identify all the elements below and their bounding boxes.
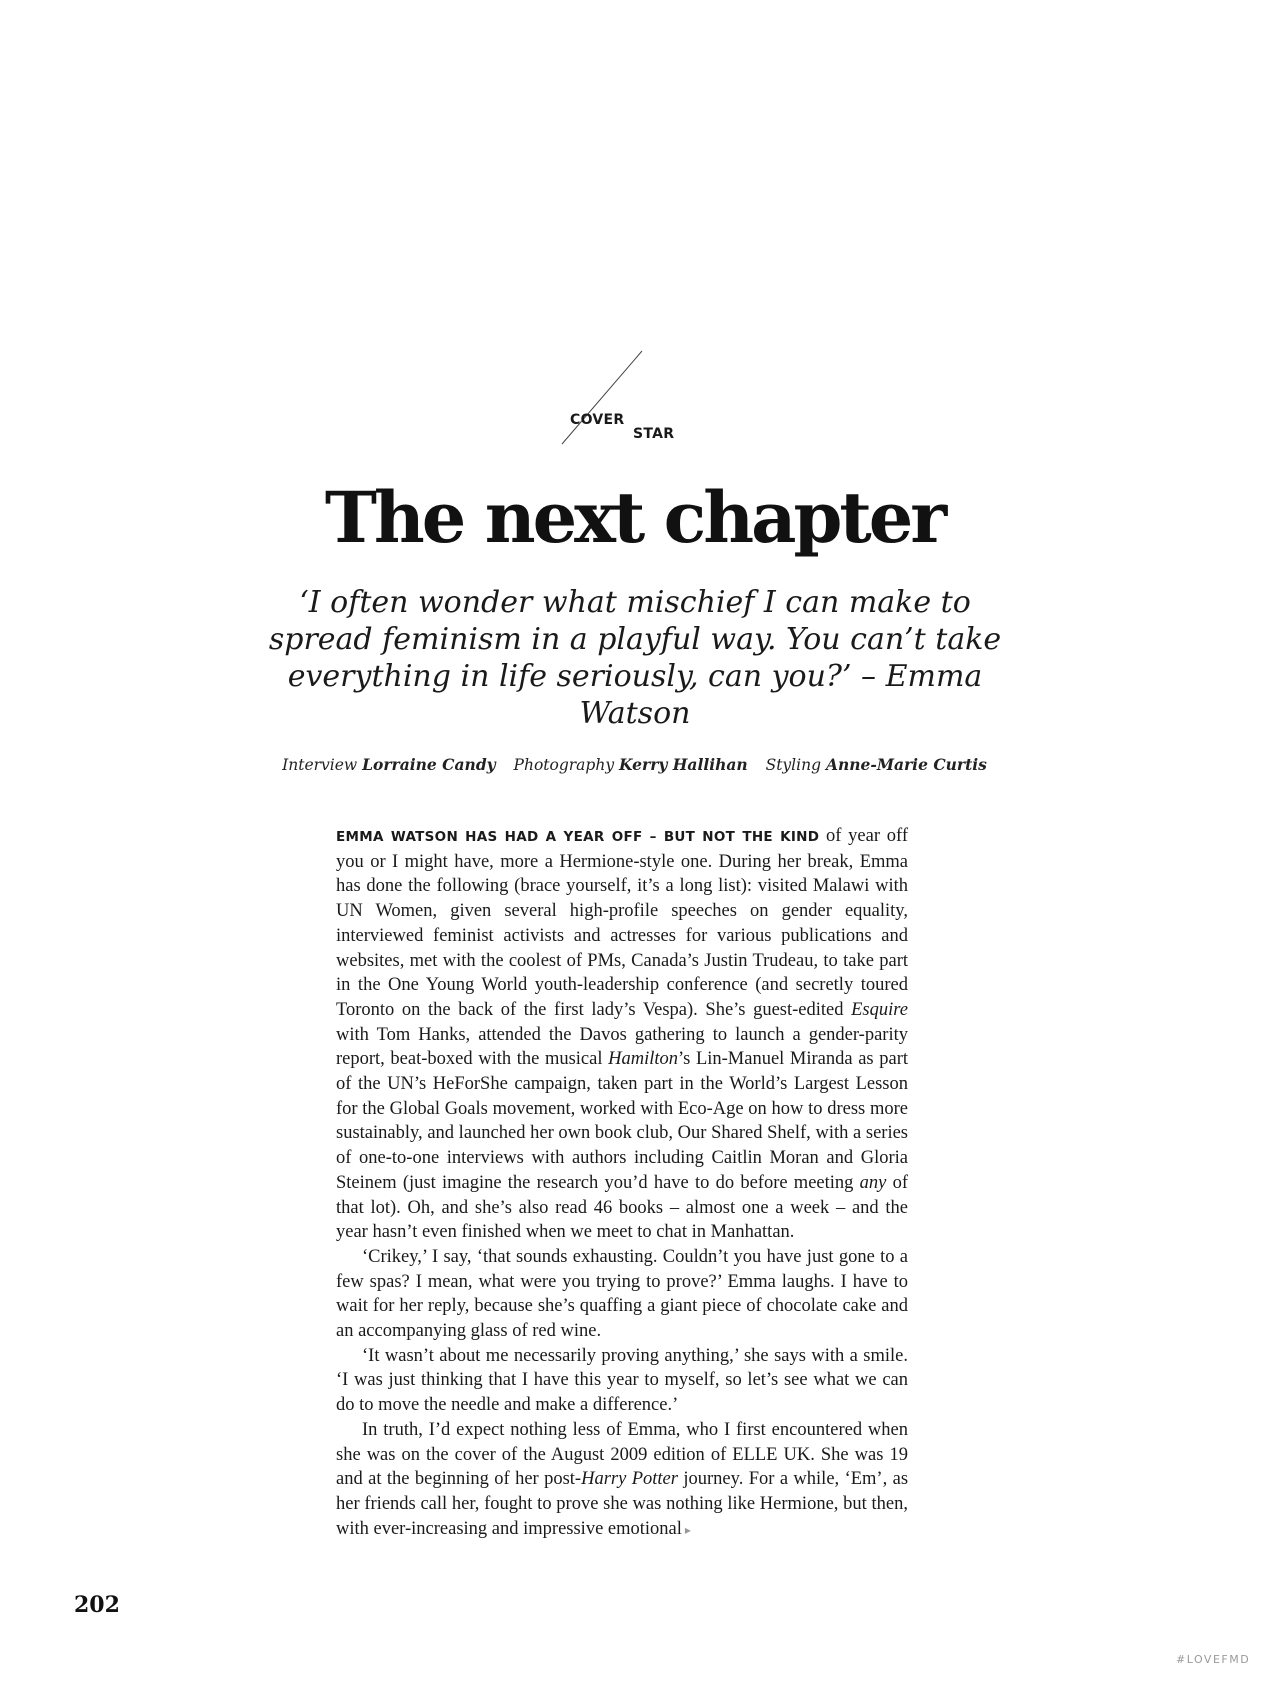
credit-photography-role: Photography [513,756,615,774]
continue-arrow-icon: ▸ [681,1522,691,1537]
body-paragraph-1: EMMA WATSON HAS HAD A YEAR OFF – BUT NOT THE KIND of year off you or I might have, more a Hermione-style one. During her break, Emma has done the following (brace yourself, it’s a long list): visited Malawi with UN Women, given several high-profile speeches on gender equality, interviewed feminist activists and actresses for various publications and websites, met with the coolest of PMs, Canada’s Justin Trudeau, to take part in the One Young World youth-leadership conference (and secretly toured Toronto on the back of the first lady’s Vespa). She’s guest-edited Esquire with Tom Hanks, attended the Davos gathering to launch a gender-parity report, beat-boxed with the musical Hamilton’s Lin-Manuel Miranda as part of the UN’s HeForShe campaign, taken part in the World’s Largest Lesson for the Global Goals movement, worked with Eco-Age on how to dress more sustainably, and launched her own book club, Our Shared Shelf, with a series of one-to-one interviews with authors including Caitlin Moran and Gloria Steinem (just imagine the research you’d have to do before meeting any of that lot). Oh, and she’s also read 46 books – almost one a week – and the year hasn’t even finished when we meet to chat in Manhattan. [336,826,909,1243]
section-tag-cover: COVER [570,412,625,428]
body-paragraph-2: ‘Crikey,’ I say, ‘that sounds exhausting. Couldn’t you have just gone to a few spas? I mean, what were you trying to prove?’ Emma laughs. I have to wait for her reply, because she’s quaffing a giant piece of chocolate cake and an accompanying glass of red wine. [336,1246,908,1342]
headline: The next chapter [324,476,945,559]
credit-styling-name: Anne-Marie Curtis [825,755,987,774]
body-paragraph-3: ‘It wasn’t about me necessarily proving anything,’ she says with a smile. ‘I was just thinking that I have this year to myself, so let’s see what we can do to move the needle and make a difference.’ [336,1345,908,1416]
standfirst-quote: ‘I often wonder what mischief I can make to spread feminism in a playful way. You can’t take everything in life seriously, can you?’ – Emma Watson [268,585,1002,731]
page-number: 202 [74,1592,120,1618]
lead-in: EMMA WATSON HAS HAD A YEAR OFF – BUT NOT THE KIND [336,829,820,845]
section-tag-star: STAR [633,426,675,442]
watermark: #LOVEFMD [1176,1653,1251,1666]
credit-photography-name: Kerry Hallihan [619,755,748,774]
credit-interview-role: Interview [282,756,358,774]
article-body [336,824,908,1542]
credit-interview-name: Lorraine Candy [362,755,496,774]
body-paragraph-4: In truth, I’d expect nothing less of Emma, who I first encountered when she was on the cover of the August 2009 edition of ELLE UK. She was 19 and at the beginning of her post-Harry Potter journey. For a while, ‘Em’, as her friends call her, fought to prove she was nothing like Hermione, but then, with ever-increasing and impressive emotional ▸ [336,1419,909,1539]
credits-line [0,755,1269,774]
section-tag [560,348,700,476]
credit-styling-role: Styling [765,756,822,774]
